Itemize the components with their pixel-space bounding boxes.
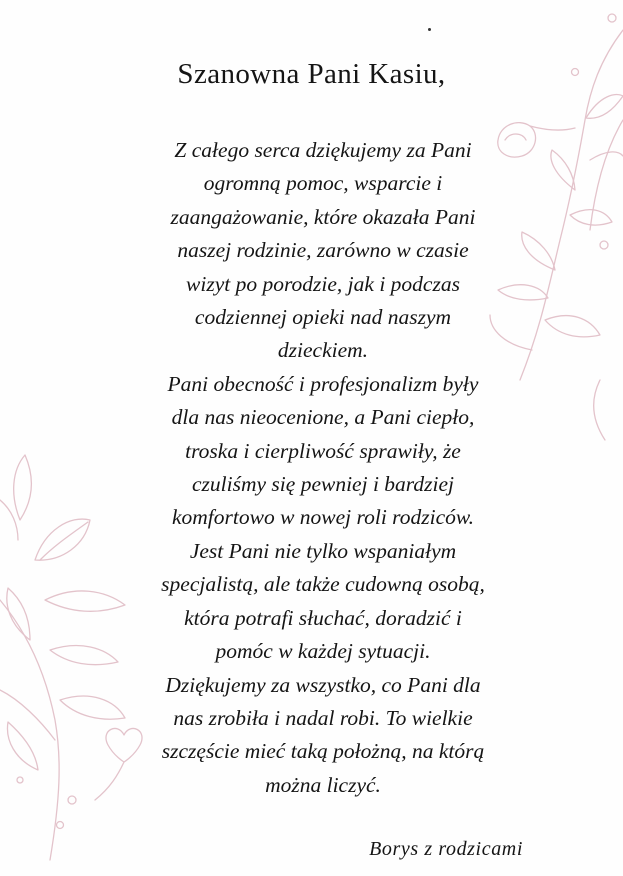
letter-line: wizyt po porodzie, jak i podczas — [186, 271, 460, 296]
letter-line: Pani obecność i profesjonalizm były — [167, 371, 479, 396]
letter-line: która potrafi słuchać, doradzić i — [184, 605, 462, 630]
letter-line: codziennej opieki nad naszym — [194, 305, 452, 330]
letter-line: naszej rodzinie, zarówno w czasie — [177, 238, 469, 263]
letter-line: specjalistą, ale także cudowną osobą, — [161, 572, 485, 597]
leaf — [14, 455, 32, 520]
letter-body — [118, 134, 528, 802]
leaf — [0, 500, 18, 540]
leaf — [60, 696, 125, 719]
leaf — [7, 722, 38, 770]
leaf — [40, 522, 88, 560]
letter-line: zaangażowanie, które okazała Pani — [170, 204, 476, 229]
letter-line: ogromną pomoc, wsparcie i — [203, 171, 443, 196]
letter-line: Jest Pani nie tylko wspaniałym — [189, 538, 457, 563]
leaf — [50, 646, 118, 665]
leaf — [590, 152, 623, 160]
leaf — [35, 519, 90, 560]
letter-signature: Borys z rodzicami — [369, 838, 523, 860]
letter-line: komfortowo w nowej roli rodziców. — [171, 505, 474, 530]
leaf — [594, 380, 605, 440]
leaf — [570, 210, 612, 225]
letter-line: nas zrobiła i nadal robi. To wielkie — [173, 705, 473, 730]
letter-line: Dziękujemy za wszystko, co Pani dla — [165, 672, 481, 697]
leaf — [45, 591, 125, 611]
letter-line: Z całego serca dziękujemy za Pani — [174, 138, 472, 162]
letter-line: dzieckiem. — [277, 338, 369, 363]
letter-line: szczęście mieć taką położną, na którą — [161, 739, 485, 764]
letter-line: czuliśmy się pewniej i bardziej — [192, 472, 454, 497]
leaf — [551, 150, 575, 190]
branch-bottom-left — [0, 600, 59, 860]
letter-line: pomóc w każdej sytuacji. — [215, 639, 431, 664]
leaf — [7, 588, 30, 640]
leaf — [545, 316, 600, 337]
letter-line: troska i cierpliwość sprawiły, że — [185, 438, 461, 463]
paper-speck — [428, 28, 431, 31]
letter-line: dla nas nieocenione, a Pani ciepło, — [171, 405, 475, 430]
letter-line: można liczyć. — [265, 772, 381, 797]
leaf — [586, 95, 623, 119]
letter-salutation: Szanowna Pani Kasiu, — [177, 58, 446, 90]
